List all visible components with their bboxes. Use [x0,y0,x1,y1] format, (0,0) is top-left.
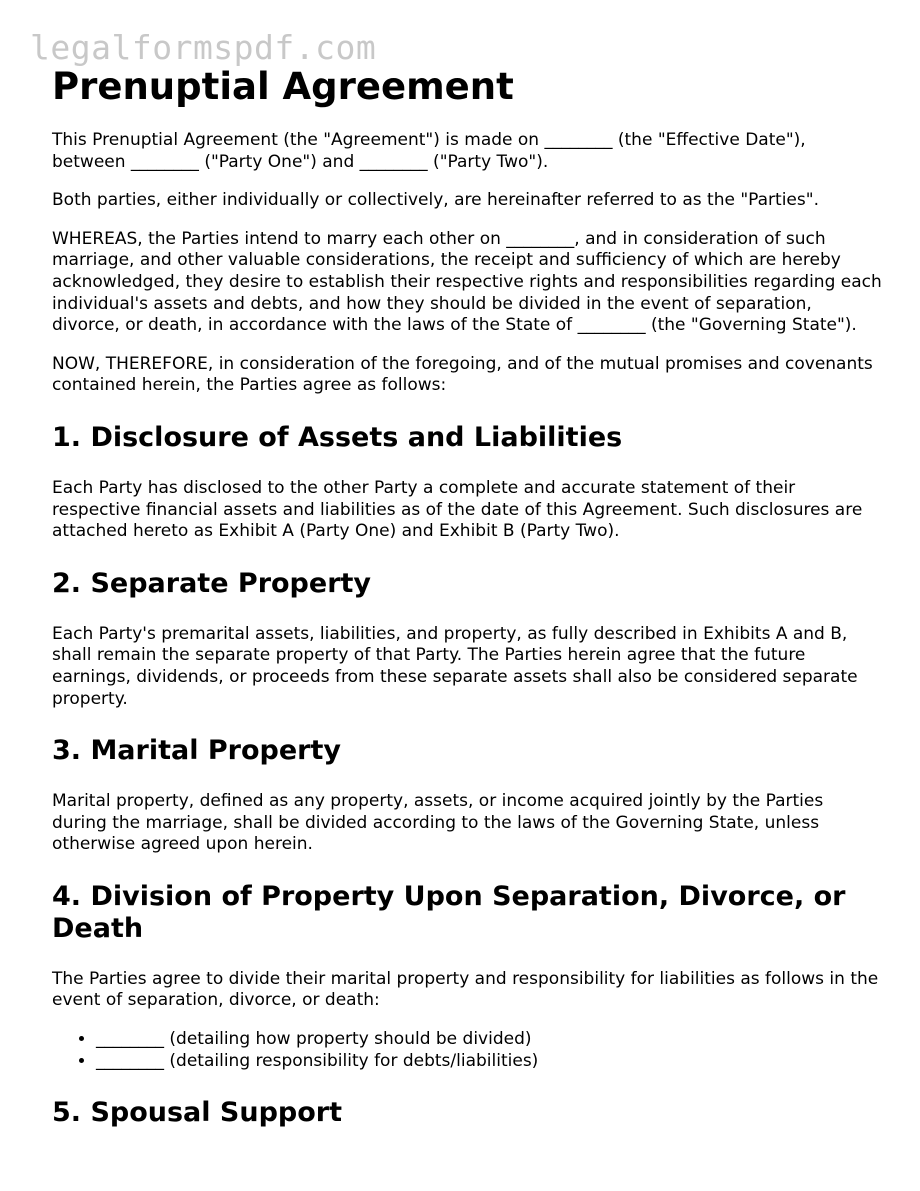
section-heading-marital-property: 3. Marital Property [52,735,341,767]
division-list [52,1029,882,1072]
section-heading-separate-property: 2. Separate Property [52,567,372,599]
intro-paragraph: This Prenuptial Agreement (the "Agreement") is made on ________ (the "Effective Date"), between ________ ("Party One") and ________ ("Party Two"). [52,130,806,172]
section-heading-disclosure: 1. Disclosure of Assets and Liabilities [52,421,623,453]
document [52,64,882,1153]
document-title: Prenuptial Agreement [52,65,514,108]
section-body-division: The Parties agree to divide their marital property and responsibility for liabilities as follows in the event of separation, divorce, or death: [52,968,879,1011]
watermark: legalformspdf.com [30,28,377,67]
section-body-marital-property: Marital property, defined as any property, assets, or income acquired jointly by the Parties during the marriage, shall be divided according to the laws of the Governing State, unless otherwise agreed upon herein. [52,791,824,855]
section-body-disclosure: Each Party has disclosed to the other Party a complete and accurate statement of their respective financial assets and liabilities as of the date of this Agreement. Such disclosures are attached hereto as Exhibit A (Party One) and Exhibit B (Party Two). [52,477,863,542]
whereas-paragraph: WHEREAS, the Parties intend to marry each other on ________, and in consideration of such marriage, and other valuable considerations, the receipt and sufficiency of which are hereby acknowledged, they desire to establish their respective rights and responsibilities regarding each individual's assets and debts, and how they should be divided in the event of separation, divorce, or death, in accordance with the laws of the State of ________ (the "Governing State"). [52,228,882,336]
section-heading-spousal-support: 5. Spousal Support [52,1097,343,1129]
section-body-separate-property: Each Party's premarital assets, liabilities, and property, as fully described in Exhibits A and B, shall remain the separate property of that Party. The Parties herein agree that the future earnings, dividends, or proceeds from these separate assets shall also be considered separate property. [52,623,858,709]
now-therefore-paragraph: NOW, THEREFORE, in consideration of the foregoing, and of the mutual promises and covenants contained herein, the Parties agree as follows: [52,353,873,396]
section-heading-division: 4. Division of Property Upon Separation, Divorce, or Death [52,880,846,944]
list-item: • ________ (detailing responsibility for debts/liabilities) [96,1051,882,1073]
parties-paragraph: Both parties, either individually or collectively, are hereinafter referred to as the "Parties". [52,190,819,211]
list-item: • ________ (detailing how property should be divided) [96,1029,882,1051]
